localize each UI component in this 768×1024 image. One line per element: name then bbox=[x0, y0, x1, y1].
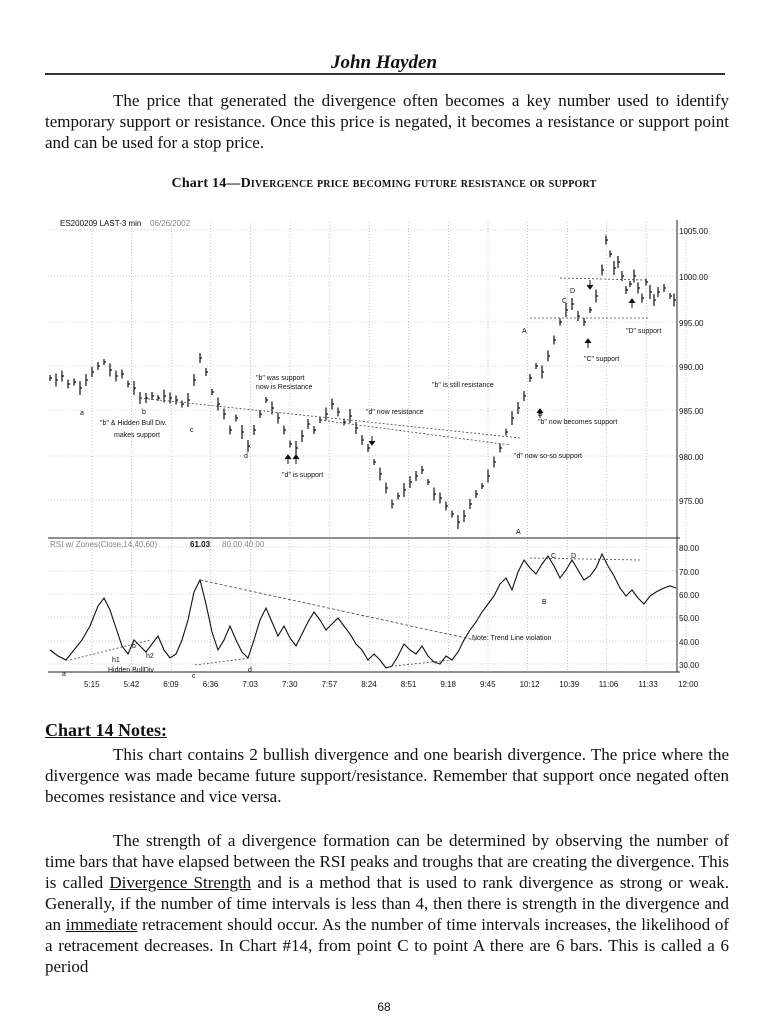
annotation-b-still-resistance: "b" is still resistance bbox=[432, 382, 494, 389]
price-tick: 1005.00 bbox=[679, 227, 708, 236]
time-tick: 8:51 bbox=[400, 680, 417, 689]
date-label: 06/26/2002 bbox=[150, 219, 191, 228]
point-c: c bbox=[190, 427, 194, 434]
rsi-tick: 80.00 bbox=[679, 544, 700, 553]
running-header: John Hayden bbox=[330, 52, 438, 73]
rsi-hidden-bulldiv: Hidden BullDiv bbox=[108, 667, 154, 674]
rsi-trend-line bbox=[200, 580, 475, 640]
annotation-d-now-soso: "d" now so-so support bbox=[514, 453, 583, 460]
divergence-strength-term: Divergence Strength bbox=[109, 873, 252, 892]
time-tick: 7:57 bbox=[321, 680, 338, 689]
annotation-now-resistance: now is Resistance bbox=[256, 384, 313, 391]
rsi-levels-label: 80.00 40.00 bbox=[222, 540, 265, 549]
annotation-makes-support: makes support bbox=[114, 432, 160, 439]
notes-title: Chart 14 Notes: bbox=[45, 720, 167, 740]
rsi-value: 61.03 bbox=[190, 540, 211, 549]
rsi-cd-line bbox=[530, 558, 640, 560]
point-A: A bbox=[522, 328, 527, 335]
rsi-point-B: B bbox=[542, 599, 547, 606]
time-tick: 5:15 bbox=[84, 680, 100, 689]
notes-paragraph-1: This chart contains 2 bullish divergence and one bearish divergence. The price where the divergence was made became future support/resistance. Remember that support once negated often becomes resistance and vice versa. bbox=[45, 745, 729, 806]
caption-title: Divergence price becoming future resistance or support bbox=[240, 176, 597, 191]
rsi-a: a bbox=[62, 671, 66, 678]
rsi-point-D: D bbox=[571, 553, 577, 560]
rsi-tick: 50.00 bbox=[679, 614, 700, 623]
rsi-axis bbox=[679, 544, 700, 670]
symbol-label: ES200209 LAST-3 min bbox=[60, 219, 142, 228]
time-tick: 12:00 bbox=[678, 680, 699, 689]
point-a: a bbox=[80, 410, 84, 417]
price-tick: 975.00 bbox=[679, 497, 704, 506]
arrow-up-icon bbox=[293, 455, 299, 464]
divergence-line-price-d bbox=[320, 420, 510, 445]
rsi-point-A: A bbox=[516, 529, 521, 536]
arrow-down-icon bbox=[587, 280, 593, 289]
divergence-line-price-b bbox=[140, 398, 520, 438]
arrow-up-icon bbox=[585, 339, 591, 348]
time-tick: 8:24 bbox=[361, 680, 377, 689]
rsi-label: RSI w/ Zones(Close,14,40,60) bbox=[50, 540, 158, 549]
arrow-down-icon bbox=[369, 436, 375, 445]
notes-paragraph-2 bbox=[45, 830, 729, 977]
time-tick: 9:45 bbox=[480, 680, 496, 689]
time-tick: 11:33 bbox=[638, 680, 658, 689]
rsi-trendline-note: Note: Trend Line violation bbox=[472, 635, 552, 642]
rsi-c: c bbox=[192, 673, 196, 680]
price-bars bbox=[50, 236, 676, 530]
price-tick: 990.00 bbox=[679, 363, 704, 372]
annotation-b-now-support: "b" now becomes support bbox=[538, 419, 618, 426]
rsi-tick: 60.00 bbox=[679, 591, 700, 600]
caption-number: Chart 14— bbox=[171, 176, 241, 191]
point-B: B bbox=[538, 411, 543, 418]
intro-paragraph: The price that generated the divergence often becomes a key number used to identify temporary support or resistance. Once this price is negated, it becomes a resistance or support point and can be used for a stop price. bbox=[45, 91, 729, 152]
notes-p2-part-b: and is a method that is used to rank divergence as strong or weak. Generally, if the number of time intervals is less than 4, then there is strength in the divergence and an bbox=[45, 873, 729, 934]
rsi-h2: h2 bbox=[146, 653, 154, 660]
price-tick: 995.00 bbox=[679, 319, 704, 328]
annotation-b-hidden-bull: "b" & Hidden Bull Div. bbox=[100, 420, 167, 427]
price-axis bbox=[679, 227, 708, 506]
support-line-D bbox=[560, 278, 645, 280]
price-tick: 980.00 bbox=[679, 453, 704, 462]
time-tick: 9:18 bbox=[440, 680, 456, 689]
rsi-d: d bbox=[248, 667, 252, 674]
rsi-tick: 30.00 bbox=[679, 661, 700, 670]
arrow-up-icon bbox=[629, 299, 635, 308]
annotation-d-now-resistance: "d" now resistance bbox=[366, 409, 424, 416]
annotation-d-support: "D" support bbox=[626, 328, 662, 335]
point-d: d bbox=[244, 453, 248, 460]
annotation-c-support: "C" support bbox=[584, 356, 620, 363]
price-tick: 1000.00 bbox=[679, 273, 708, 282]
time-tick: 10:12 bbox=[519, 680, 540, 689]
time-tick: 7:30 bbox=[282, 680, 298, 689]
rsi-b: b bbox=[132, 643, 136, 650]
support-arrows bbox=[285, 280, 635, 464]
immediate-term: immediate bbox=[65, 915, 138, 934]
time-tick: 11:06 bbox=[598, 680, 619, 689]
price-tick: 985.00 bbox=[679, 407, 704, 416]
page-number: 68 bbox=[377, 1000, 391, 1014]
rsi-point-C: C bbox=[551, 553, 557, 560]
rsi-hidden-div-line-1 bbox=[70, 640, 150, 660]
rsi-tick: 70.00 bbox=[679, 568, 700, 577]
time-tick: 10:39 bbox=[559, 680, 580, 689]
point-C: C bbox=[562, 298, 568, 305]
rsi-h1: h1 bbox=[112, 657, 120, 664]
notes-p2-part-c: retracement should occur. As the number of time intervals increases, the likelihood of a retracement decreases. In Chart #14, from point C to point A there are 6 bars. This is called a 6 period bbox=[45, 915, 729, 976]
time-axis bbox=[84, 680, 699, 689]
chart-grid bbox=[48, 222, 686, 672]
time-tick: 6:36 bbox=[202, 680, 219, 689]
annotation-b-was-support: "b" was support bbox=[256, 375, 305, 382]
annotation-d-is-support: "d" is support bbox=[282, 472, 324, 479]
point-D: D bbox=[570, 288, 576, 295]
point-b: b bbox=[142, 409, 146, 416]
rsi-tick: 40.00 bbox=[679, 638, 700, 647]
time-tick: 5:42 bbox=[123, 680, 140, 689]
notes-p2-part-a: The strength of a divergence formation can be determined by observing the number of time bars that have elapsed between the RSI peaks and troughs that are creating the divergence. This is called bbox=[45, 831, 729, 892]
time-tick: 6:09 bbox=[163, 680, 179, 689]
time-tick: 7:03 bbox=[242, 680, 258, 689]
